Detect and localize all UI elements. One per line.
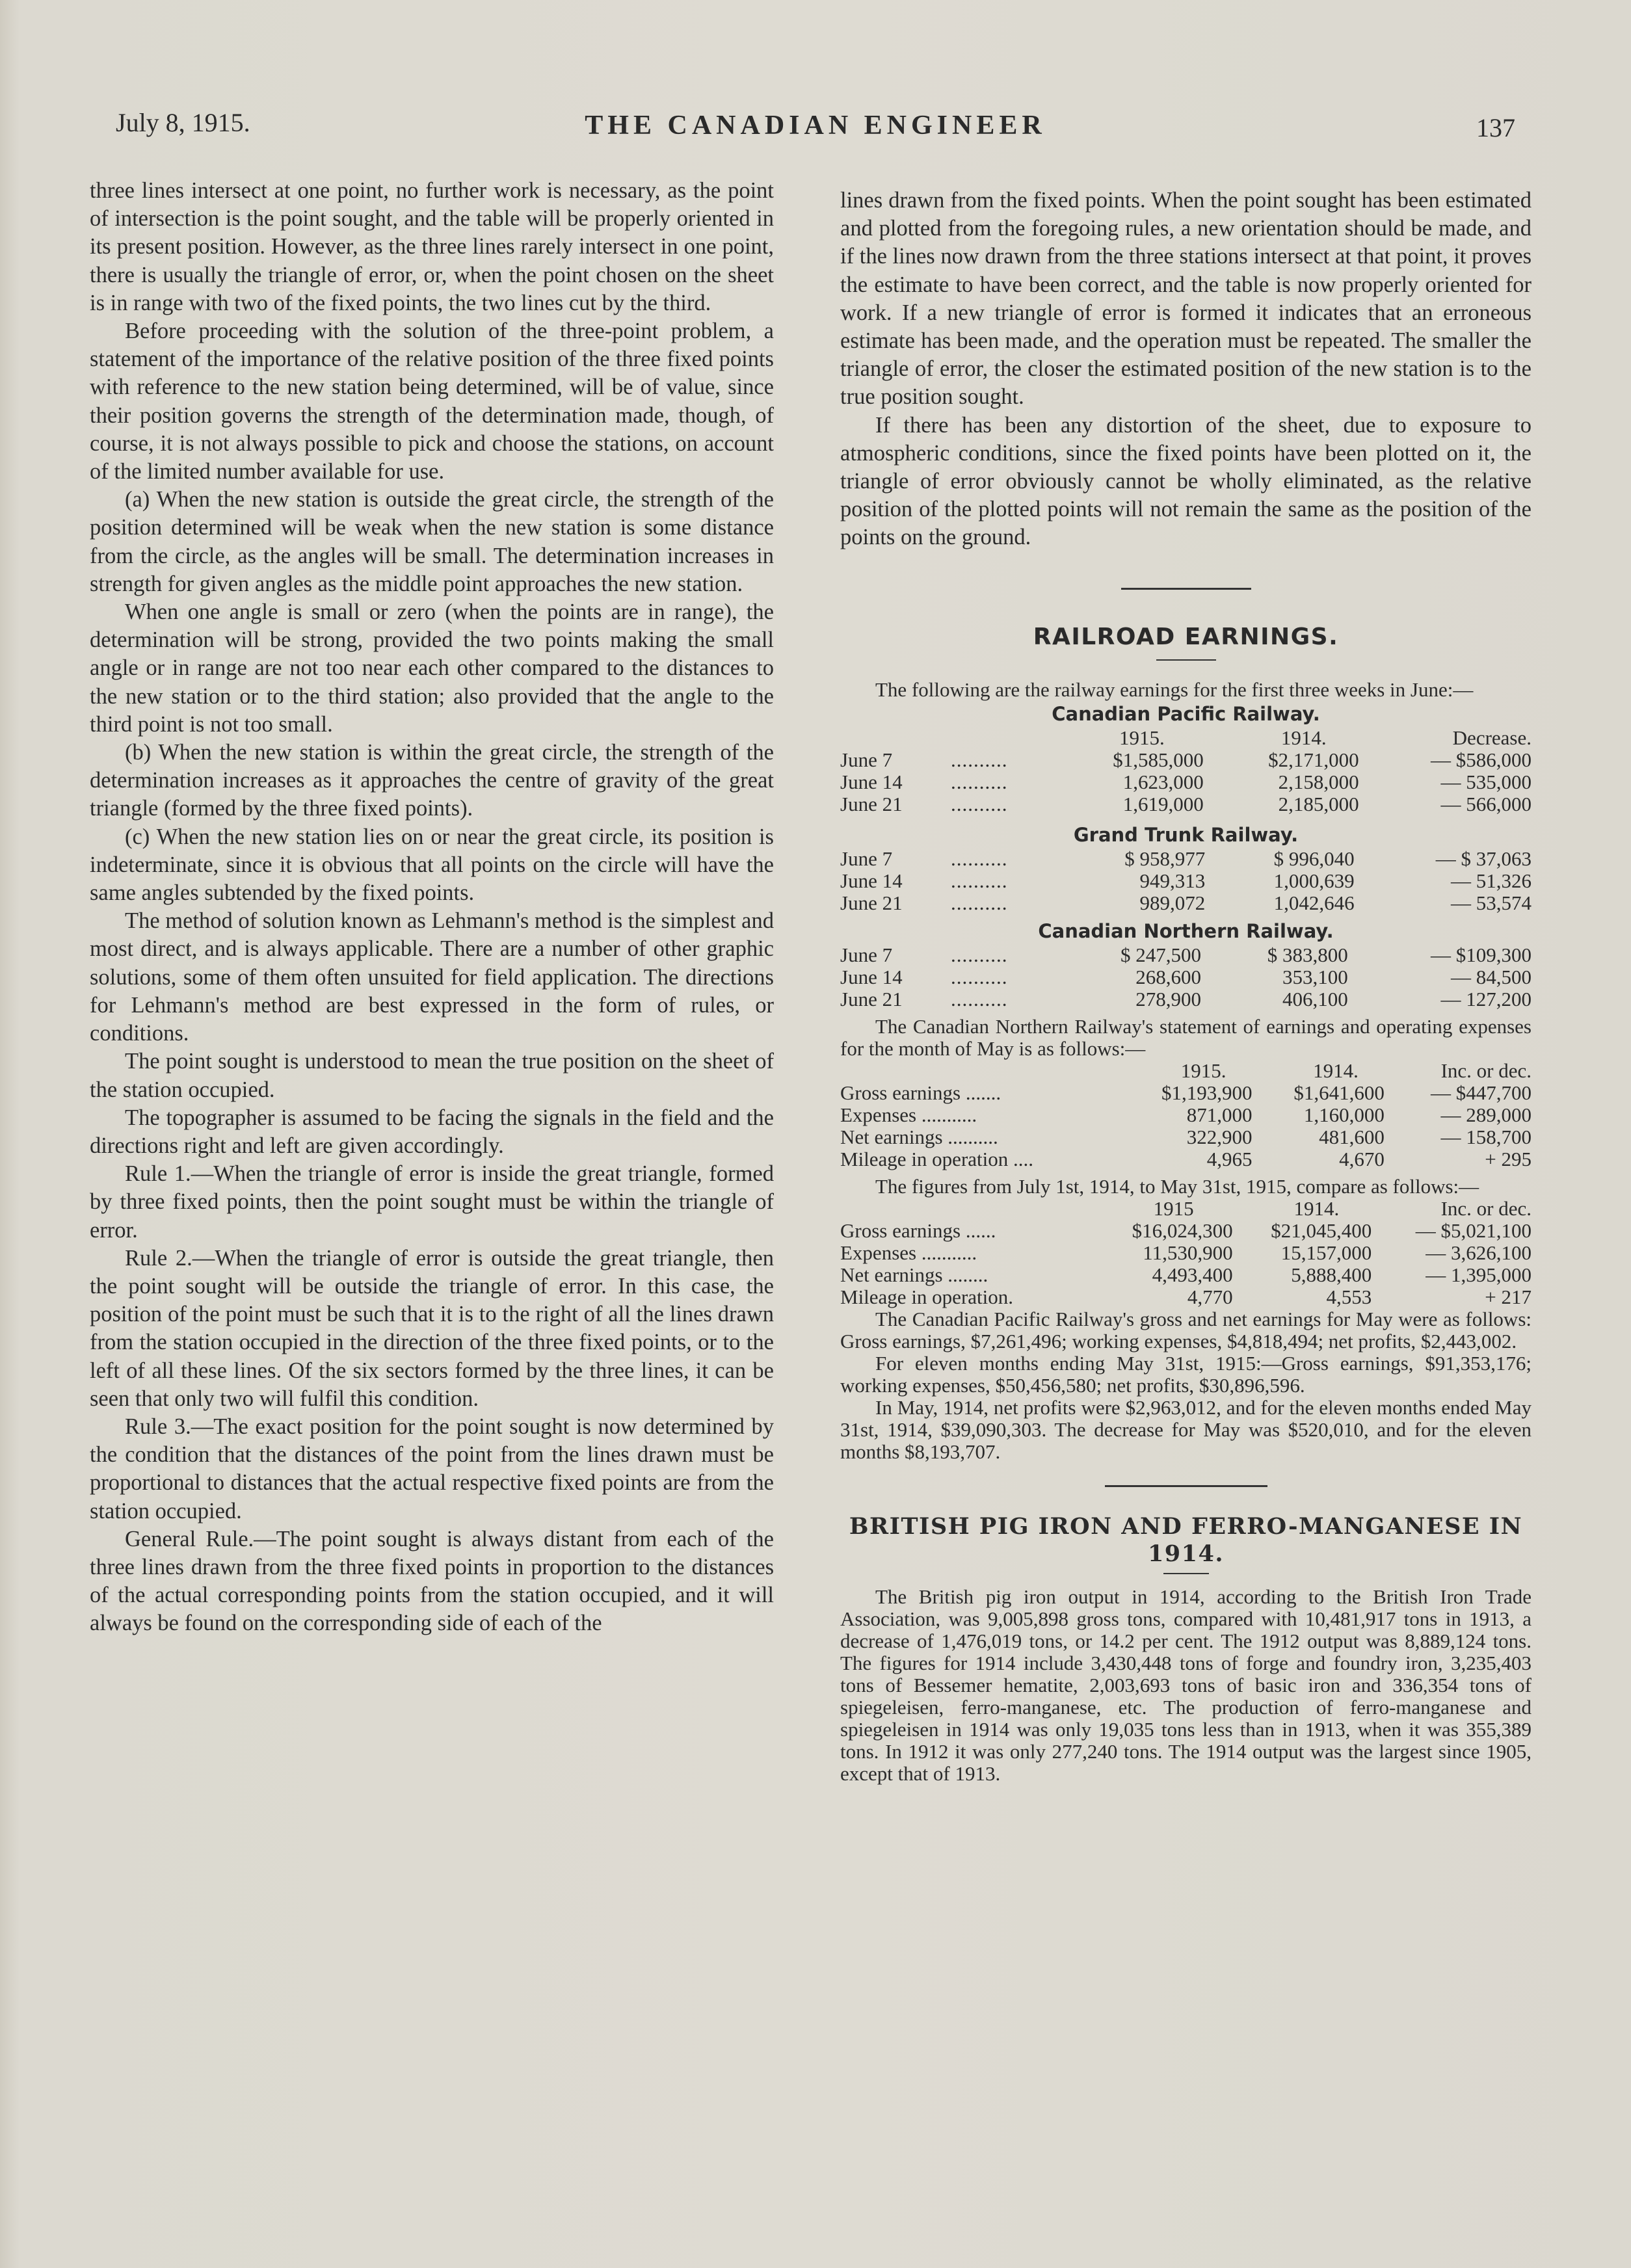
row-label: Net earnings ........ [840,1263,988,1286]
value-1914: $ 383,800 [1267,943,1348,966]
value-1915: 1,623,000 [1122,770,1204,793]
paragraph: (c) When the new station lies on or near the great circle, its position is indeterminate, since it is obvious that all points on the circle will have the same angles subtended by the fixed points. [90,824,774,906]
gtr-table [840,848,1532,914]
cnr-table [840,944,1532,1010]
table-row [840,966,1532,988]
leader-dots: .......... [951,770,1008,793]
value-change: — 84,500 [1451,965,1532,988]
value-1914: 481,600 [1319,1125,1385,1148]
value-change: — $ 37,063 [1435,847,1532,870]
cpr-table [840,727,1532,815]
value-1915: $1,193,900 [1161,1081,1253,1104]
paragraph: Rule 2.—When the triangle of error is outside the great triangle, then the point sought will be outside the triangle of error. In this case, the position of the point must be such that it is to the right of all the lines drawn from the station occupied in the direction of the three fixed points, or to the left of all these lines. Of the six sectors formed by the three lines, it can be seen that only two will fulfil this condition. [90,1245,774,1411]
row-label: Gross earnings ....... [840,1081,1001,1104]
left-column [90,177,774,1638]
paragraph: three lines intersect at one point, no further work is necessary, as the point of intersection is the point sought, and the table will be properly oriented in its present position. However, as the three lines rarely intersect in one point, there is usually the triangle of error, or, when the point chosen on the sheet is in range with two of the fixed points, the two lines cut by the third. [90,178,774,315]
paragraph: In May, 1914, net profits were $2,963,012, and for the eleven months ended May 31st, 1914, $39,090,303. The decrease for May was $520,010, and for the eleven months $8,193,707. [840,1395,1532,1463]
table-header-row [840,1060,1532,1082]
table-row [840,1104,1532,1126]
paragraph: Rule 1.—When the triangle of error is inside the great triangle, formed by three fixed points, then the point sought must be within the triangle of error. [90,1161,774,1243]
paragraph: For eleven months ending May 31st, 1915:—Gross earnings, $91,353,176; working expenses, $50,456,580; net profits, $30,896,596. [840,1351,1532,1397]
value-1915: $16,024,300 [1132,1219,1233,1242]
cn-statement: The Canadian Northern Railway's statement of earnings and operating expenses for the month of May is as follows:— [840,1014,1532,1060]
leader-dots: .......... [951,869,1008,892]
value-1915: 949,313 [1139,869,1206,892]
leader-dots: .......... [951,891,1008,914]
col-head: 1915. [1180,1059,1227,1082]
row-label: Mileage in operation .... [840,1147,1033,1170]
table-row [840,1242,1532,1264]
value-1915: 871,000 [1186,1103,1253,1126]
ytd-table [840,1198,1532,1308]
value-1915: 1,619,000 [1122,792,1204,815]
value-change: — 566,000 [1440,792,1532,815]
table-row [840,848,1532,870]
row-label: Mileage in operation. [840,1285,1013,1308]
section-heading-pig-iron: BRITISH PIG IRON AND FERRO-MANGANESE IN 1914. [849,1512,1523,1567]
railway-name: Canadian Northern Railway. [1038,919,1334,942]
leader-dots: .......... [951,943,1008,966]
value-1914: $1,641,600 [1293,1081,1385,1104]
page-header [116,107,1515,146]
value-change: — 535,000 [1440,770,1532,793]
value-change: — 158,700 [1440,1125,1532,1148]
value-change: — 3,626,100 [1425,1241,1532,1264]
issue-date: July 8, 1915. [116,108,250,137]
value-change: — $447,700 [1431,1081,1532,1104]
value-change: — $109,300 [1431,943,1532,966]
railway-name: Grand Trunk Railway. [1073,823,1299,846]
value-change: — 289,000 [1440,1103,1532,1126]
table-header-row [840,727,1532,749]
value-1914: 5,888,400 [1291,1263,1372,1286]
row-label: Gross earnings ...... [840,1219,996,1242]
value-1914: 15,157,000 [1280,1241,1372,1264]
col-head: 1915 [1153,1196,1194,1220]
value-1914: 1,000,639 [1273,869,1355,892]
table-row [840,988,1532,1010]
value-1914: $ 996,040 [1273,847,1355,870]
col-head: 1914. [1280,726,1327,749]
row-label: June 21 [840,891,903,914]
row-label: June 14 [840,869,903,892]
table-row [840,1148,1532,1170]
value-1914: 4,670 [1339,1147,1385,1170]
table-row [840,944,1532,966]
value-1914: 1,042,646 [1273,891,1355,914]
col-head: 1914. [1293,1196,1340,1220]
row-label: June 14 [840,965,903,988]
value-1914: 4,553 [1326,1285,1372,1308]
row-label: June 21 [840,987,903,1010]
paragraph: The Canadian Pacific Railway's gross and net earnings for May were as follows: Gross earnings, $7,261,496; working expenses, $4,818,494; net profits, $2,443,002. [840,1307,1532,1352]
row-label: June 14 [840,770,903,793]
col-head: Inc. or dec. [1440,1059,1532,1082]
value-1915: 322,900 [1186,1125,1253,1148]
table-row [840,1082,1532,1104]
paragraph: The method of solution known as Lehmann's method is the simplest and most direct, and is always applicable. There are a number of other graphic solutions, some of them often unsuited for field application. The directions for Lehmann's method are best expressed in the form of rules, or conditions. [90,908,774,1046]
value-1915: $ 958,977 [1124,847,1206,870]
col-head: Decrease. [1452,726,1532,749]
right-column [840,187,1532,1785]
page-number: 137 [1476,113,1515,142]
value-1915: 4,770 [1187,1285,1233,1308]
paragraph: Before proceeding with the solution of the three-point problem, a statement of the importance of the relative position of the three fixed points with reference to the new station being determined, will be of value, since their position governs the strength of the determination made, though, of course, it is not always possible to pick and choose the stations, on account of the limited number available for use. [90,319,774,484]
paragraph: (a) When the new station is outside the great circle, the strength of the position determined will be weak when the new station is some distance from the circle, as the angles will be small. The determination increases in strength for given angles as the middle point approaches the new station. [90,487,774,596]
paragraph: If there has been any distortion of the sheet, due to exposure to atmospheric conditions, since the fixed points have been plotted on it, the triangle of error obviously cannot be wholly eliminated, as the relative position of the plotted points will not remain the same as the position of the points on the ground. [840,412,1532,550]
row-label: June 7 [840,748,893,771]
value-1915: $ 247,500 [1120,943,1202,966]
paragraph: lines drawn from the fixed points. When the point sought has been estimated and plotted from the foregoing rules, a new orientation should be made, and if the lines now drawn from the three stations intersect at that point, it proves the estimate to have been correct, and the table is now properly oriented for work. If a new triangle of error is formed it indicates that an erroneous estimate has been made, and the operation must be repeated. The smaller the triangle of error, the closer the estimated position of the new station is to the true position sought. [840,188,1532,410]
table-row [840,749,1532,771]
value-1915: 4,965 [1206,1147,1253,1170]
table-row [840,771,1532,793]
value-change: + 217 [1485,1285,1532,1308]
railroad-intro: The following are the railway earnings for the first three weeks in June:— [875,678,1474,701]
table-row [840,1264,1532,1286]
table-row [840,1220,1532,1242]
row-label: Net earnings .......... [840,1125,998,1148]
leader-dots: .......... [951,792,1008,815]
value-1914: 2,158,000 [1278,770,1359,793]
value-1915: 989,072 [1139,891,1206,914]
value-1914: 353,100 [1282,965,1348,988]
value-change: — 51,326 [1451,869,1532,892]
value-change: — 1,395,000 [1425,1263,1532,1286]
value-1915: 268,600 [1135,965,1202,988]
row-label: June 21 [840,792,903,815]
value-1914: 2,185,000 [1278,792,1359,815]
row-label: June 7 [840,847,893,870]
paragraph: Rule 3.—The exact position for the point sought is now determined by the condition that the distances of the point from the lines drawn must be proportional to distances that the actual respective fixed points are from the station occupied. [90,1414,774,1523]
row-label: Expenses ........... [840,1103,977,1126]
value-1914: $21,045,400 [1271,1219,1372,1242]
col-head: 1915. [1119,726,1165,749]
may-table [840,1060,1532,1170]
value-1914: $2,171,000 [1268,748,1359,771]
paragraph: General Rule.—The point sought is always distant from each of the three lines drawn from the three fixed points in proportion to the distances of the actual corresponding points from the station occupied, and it will always be found on the corresponding side of each of the [90,1526,774,1636]
value-1915: 278,900 [1135,987,1202,1010]
leader-dots: .......... [951,987,1008,1010]
row-label: June 7 [840,943,893,966]
leader-dots: .......... [951,965,1008,988]
table-header-row [840,1198,1532,1220]
paragraph: The topographer is assumed to be facing the signals in the field and the directions right and left are given accordingly. [90,1105,774,1158]
value-change: — 53,574 [1451,891,1532,914]
col-head: Inc. or dec. [1440,1196,1532,1220]
leader-dots: .......... [951,847,1008,870]
table-row [840,1126,1532,1148]
paragraph: (b) When the new station is within the great circle, the strength of the determination increases as it approaches the centre of gravity of the great triangle (formed by the three fixed points). [90,740,774,821]
publication-title: THE CANADIAN ENGINEER [585,111,1046,140]
pig-iron-text: The British pig iron output in 1914, according to the British Iron Trade Association, was 9,005,898 gross tons, compared with 10,481,917 tons in 1913, a decrease of 1,476,019 tons, or 14.2 per cent. The 1912 output was 8,889,124 tons. The figures for 1914 include 3,430,448 tons of forge and foundry iron, 3,235,403 tons of Bessemer hematite, 2,003,693 tons of basic iron and 336,354 tons of spiegeleisen, ferro-manganese, etc. The production of ferro-manganese and spiegeleisen in 1914 was only 19,035 tons less than in 1913, when it was 355,389 tons. In 1912 it was only 277,240 tons. The 1914 output was the largest since 1905, except that of 1913. [840,1585,1532,1785]
railway-name: Canadian Pacific Railway. [1052,702,1320,725]
table-row [840,870,1532,892]
table-row [840,1286,1532,1308]
value-change: — $586,000 [1431,748,1532,771]
table-row [840,793,1532,815]
value-1914: 1,160,000 [1303,1103,1385,1126]
value-1914: 406,100 [1282,987,1348,1010]
table-row [840,892,1532,914]
value-change: — $5,021,100 [1415,1219,1532,1242]
leader-dots: .......... [951,748,1008,771]
paragraph: The point sought is understood to mean the true position on the sheet of the station occupied. [90,1049,774,1102]
value-change: — 127,200 [1440,987,1532,1010]
paragraph: When one angle is small or zero (when the points are in range), the determination will be strong, provided the two points making the small angle or in range are not too near each other compared to the distances to the new station or to the third station; also provided that the angle to the third point is not too small. [90,600,774,737]
value-1915: $1,585,000 [1113,748,1204,771]
value-1915: 11,530,900 [1143,1241,1233,1264]
value-1915: 4,493,400 [1152,1263,1233,1286]
row-label: Expenses ........... [840,1241,977,1264]
figures-intro: The figures from July 1st, 1914, to May 31st, 1915, compare as follows:— [875,1174,1479,1198]
value-change: + 295 [1485,1147,1532,1170]
col-head: 1914. [1313,1059,1359,1082]
section-heading-railroad: RAILROAD EARNINGS. [1033,623,1339,650]
